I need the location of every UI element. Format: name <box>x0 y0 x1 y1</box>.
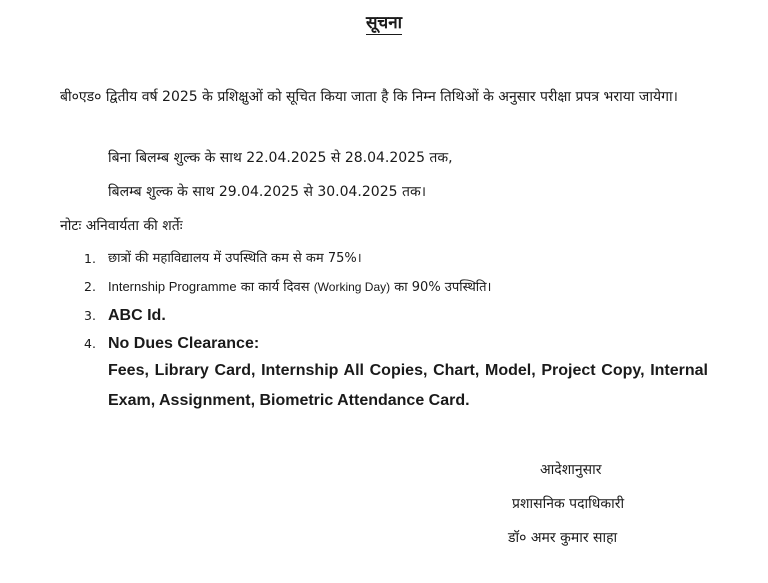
condition-text: ABC Id. <box>108 307 166 324</box>
condition-number: 3. <box>84 308 96 323</box>
signature-designation: प्रशासनिक पदाधिकारी <box>512 496 625 512</box>
condition-number: 2. <box>84 279 96 294</box>
conditions-list <box>84 248 714 361</box>
signature-order-line: आदेशानुसार <box>540 462 602 478</box>
condition-text: No Dues Clearance: <box>108 335 260 352</box>
condition-text-part: का कार्य दिवस <box>236 280 314 295</box>
condition-text-part: (Working Day) <box>313 280 391 294</box>
no-dues-items: Fees, Library Card, Internship All Copies, Chart, Model, Project Copy, Internal Exam, Assignment, Biometric Attendance Card. <box>108 362 708 409</box>
condition-item-internship <box>84 276 714 299</box>
signature-name: डॉ० अमर कुमार साहा <box>508 530 618 546</box>
condition-number: 1. <box>84 251 96 266</box>
condition-number: 4. <box>84 336 96 351</box>
condition-text: छात्रों की महाविद्यालय में उपस्थिति कम से कम 75%। <box>108 251 362 266</box>
date-line-with-late-fee: बिलम्ब शुल्क के साथ 29.04.2025 से 30.04.2025 तक। <box>108 184 426 200</box>
condition-item-abc-id <box>84 305 714 327</box>
note-heading: नोटः अनिवार्यता की शर्तेः <box>60 218 183 234</box>
condition-item-no-dues <box>84 333 714 355</box>
notice-title <box>0 10 768 33</box>
condition-item-attendance <box>84 248 714 270</box>
notice-title-text: सूचना <box>365 13 403 33</box>
notice-body: बी०एड० द्वितीय वर्ष 2025 के प्रशिक्षुओं को सूचित किया जाता है कि निम्न तिथिओं के अनुसार परीक्षा प्रपत्र भराया जायेगा। <box>60 89 678 105</box>
condition-text <box>108 276 491 299</box>
date-line-without-late-fee: बिना बिलम्ब शुल्क के साथ 22.04.2025 से 28.04.2025 तक, <box>108 150 453 166</box>
condition-text-part: Internship Programme <box>108 279 237 294</box>
condition-text-part: का 90% उपस्थिति। <box>390 280 492 295</box>
